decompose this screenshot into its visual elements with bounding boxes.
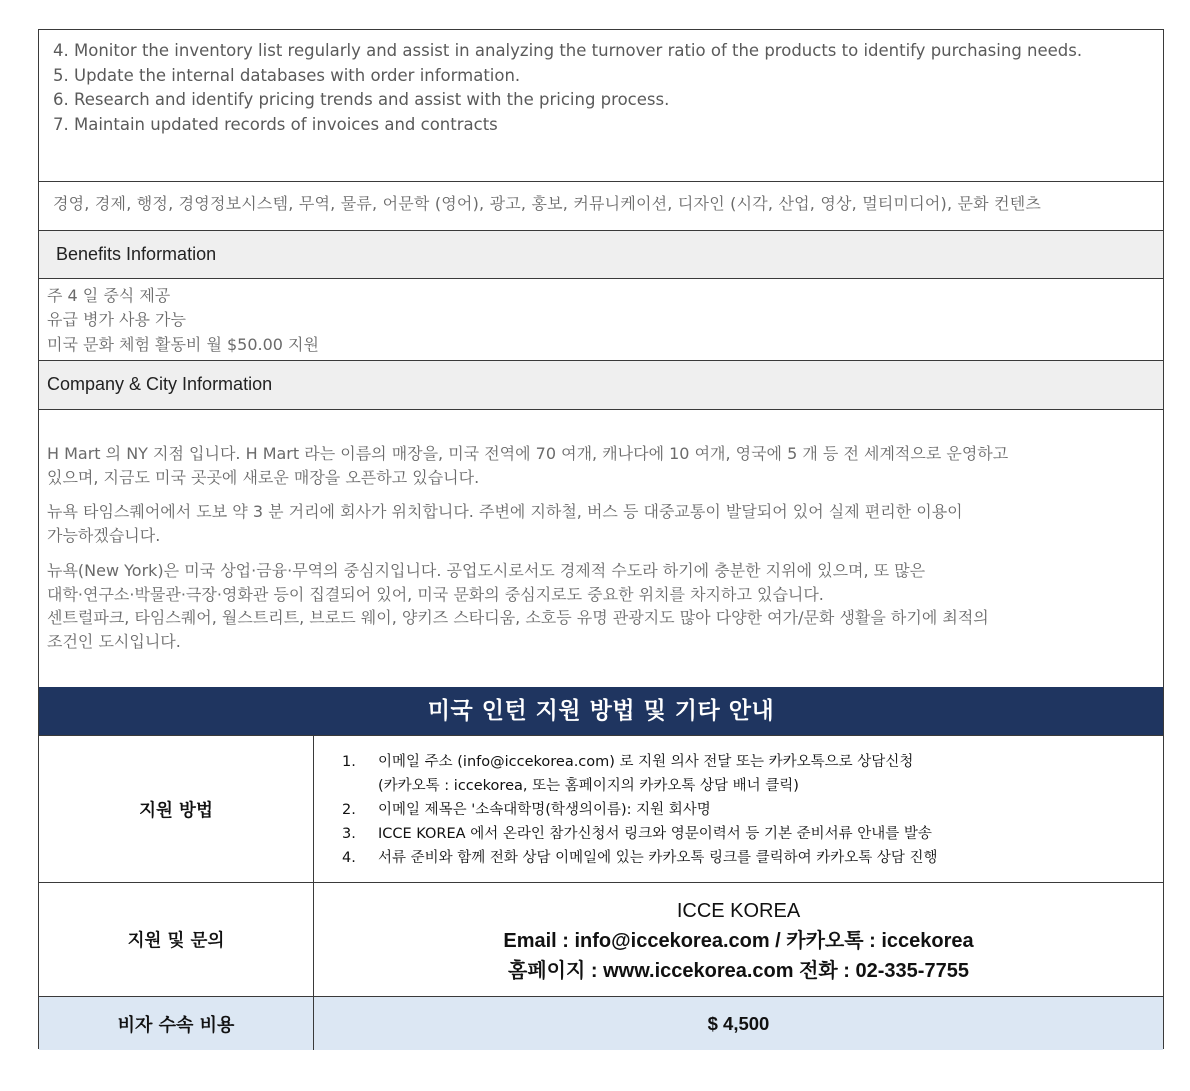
step-number: 2. [342,802,356,818]
benefit-item: 주 4 일 중식 제공 [47,286,171,305]
paragraph-line: 가능하겠습니다. [47,526,161,546]
step-text: ICCE KOREA 에서 온라인 참가신청서 링크와 영문이력서 등 기본 준비서류 안내를 발송 [378,826,932,842]
paragraph-line: 대학·연구소·박물관·극장·영화관 등이 집결되어 있어, 미국 문화의 중심지로도 중요한 위치를 차지하고 있습니다. [47,584,824,604]
paragraph-line: 뉴욕(New York)은 미국 상업·금융·무역의 중심지입니다. 공업도시로서도 경제적 수도라 하기에 충분한 지위에 있으며, 또 많은 [47,560,926,580]
benefit-item: 유급 병가 사용 가능 [47,310,186,330]
city-paragraph [47,559,1163,654]
paragraph-line: 있으며, 지금도 미국 곳곳에 새로운 매장을 오픈하고 있습니다. [47,467,480,487]
company-description [39,409,1163,687]
apply-step [342,822,1163,846]
apply-step [342,846,1163,870]
apply-step-note [342,774,1163,798]
duty-item: 4. Monitor the inventory list regularly and assist in analyzing the turnover ratio of the products to identify purchasing needs. [53,41,1083,60]
company-heading: Company & City Information [39,360,1163,409]
internship-info-document [38,29,1164,1049]
step-number: 4. [342,850,356,866]
apply-steps [314,736,1163,882]
step-number: 1. [342,754,356,770]
apply-step [342,798,1163,822]
apply-method-label: 지원 방법 [39,736,314,882]
step-number: 3. [342,826,356,842]
guide-title: 미국 인턴 지원 방법 및 기타 안내 [39,687,1163,736]
majors-text: 경영, 경제, 행정, 경영정보시스템, 무역, 물류, 어문학 (영어), 광고, 홍보, 커뮤니케이션, 디자인 (시각, 산업, 영상, 멀티미디어), 문화 컨텐츠 [39,181,1163,230]
benefit-item: 미국 문화 체험 활동비 월 $50.00 지원 [47,334,319,354]
apply-method-row [39,735,1163,882]
step-text: (카카오톡 : iccekorea, 또는 홈페이지의 카카오톡 상담 배너 클릭) [378,778,799,794]
location-paragraph [47,500,1163,547]
visa-cost-row [39,996,1163,1050]
contact-web-phone: 홈페이지 : www.iccekorea.com 전화 : 02-335-7755 [508,960,969,982]
contact-label: 지원 및 문의 [39,883,314,996]
visa-cost-label: 비자 수속 비용 [39,997,314,1050]
contact-row [39,882,1163,996]
step-text: 이메일 주소 (info@iccekorea.com) 로 지원 의사 전달 또는 카카오톡으로 상담신청 [378,754,914,770]
contact-info [314,883,1163,996]
duties-list [39,30,1163,181]
contact-org: ICCE KOREA [676,900,801,922]
paragraph-line: H Mart 의 NY 지점 입니다. H Mart 라는 이름의 매장을, 미국 전역에 70 여개, 캐나다에 10 여개, 영국에 5 개 등 전 세계적으로 운영하고 [47,444,1009,463]
duty-item: 5. Update the internal databases with order information. [53,65,521,85]
paragraph-line: 센트럴파크, 타임스퀘어, 월스트리트, 브로드 웨이, 양키즈 스타디움, 소호등 유명 관광지도 많아 다양한 여가/문화 생활을 하기에 최적의 [47,608,989,628]
paragraph-line: 뉴욕 타임스퀘어에서 도보 약 3 분 거리에 회사가 위치합니다. 주변에 지하철, 버스 등 대중교통이 발달되어 있어 실제 편리한 이용이 [47,502,963,522]
apply-step [342,750,1163,774]
paragraph-line: 조건인 도시입니다. [47,631,181,651]
step-text: 서류 준비와 함께 전화 상담 이메일에 있는 카카오톡 링크를 클릭하여 카카오톡 상담 진행 [378,850,938,866]
benefits-list [39,278,1163,360]
visa-cost-value: $ 4,500 [707,1012,770,1034]
duty-item: 6. Research and identify pricing trends and assist with the pricing process. [53,90,670,110]
benefits-heading: Benefits Information [39,230,1163,278]
contact-email-kakao: Email : info@iccekorea.com / 카카오톡 : iccekorea [503,930,974,952]
step-text: 이메일 제목은 '소속대학명(학생의이름): 지원 회사명 [378,802,711,818]
company-paragraph [47,442,1163,489]
duty-item: 7. Maintain updated records of invoices and contracts [53,114,498,134]
